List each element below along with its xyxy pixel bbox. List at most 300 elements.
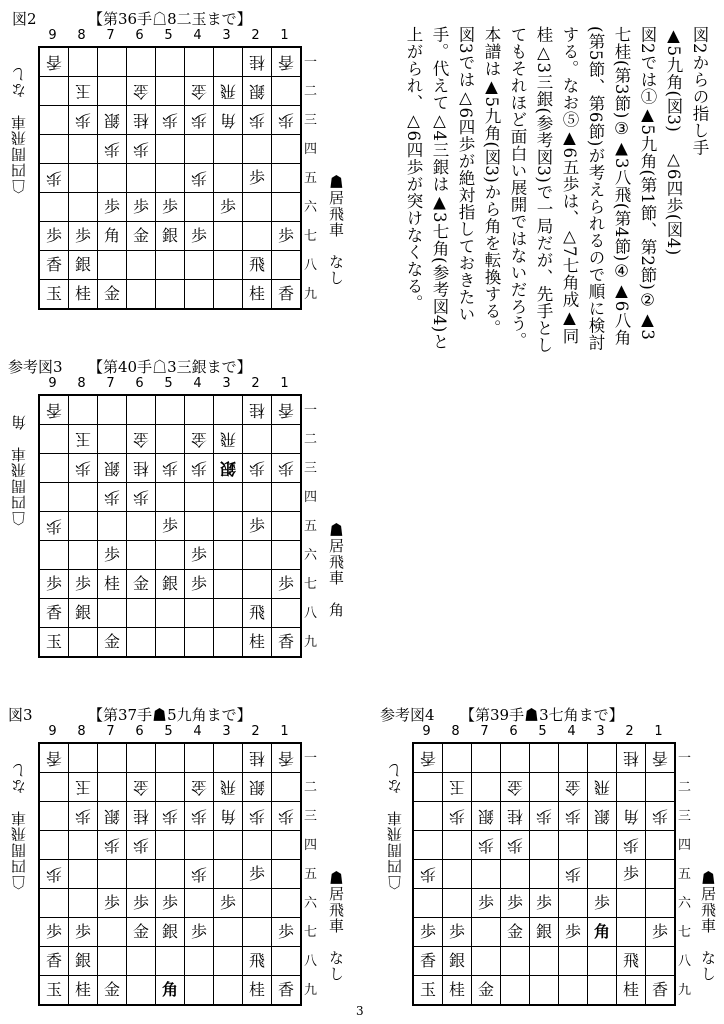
board-square (243, 628, 272, 658)
board-square (98, 802, 127, 831)
board-row (39, 222, 301, 251)
board-square (501, 918, 530, 947)
board-square (214, 976, 243, 1006)
board-square (617, 976, 646, 1006)
gote-piece: 香 (651, 749, 668, 768)
board-square (272, 743, 302, 773)
sente-piece: 桂 (248, 632, 265, 651)
commentary-paragraph: 本譜は▲5九角(図3)から角を転換する。 (482, 26, 501, 337)
board-row (39, 280, 301, 310)
board-square (156, 483, 185, 512)
diagram-caption: 【第40手☖3三銀まで】 (88, 358, 252, 376)
board-square (39, 77, 69, 106)
board-square (272, 280, 302, 310)
sente-piece: 歩 (477, 893, 494, 912)
board-row (413, 889, 675, 918)
board-square (214, 47, 243, 77)
gote-piece: 歩 (277, 807, 294, 826)
page-number: 3 (356, 1004, 364, 1018)
board-row (413, 831, 675, 860)
sente-piece: 歩 (190, 922, 207, 941)
board-square (127, 773, 156, 802)
shogi-board (38, 394, 302, 658)
board-square (127, 628, 156, 658)
board-square (98, 47, 127, 77)
board-square (272, 628, 302, 658)
gote-piece: 歩 (45, 865, 62, 884)
diagram-ref4 (380, 704, 724, 1024)
board-row (39, 47, 301, 77)
board-square (243, 135, 272, 164)
board-square (98, 512, 127, 541)
gote-piece: 桂 (248, 53, 265, 72)
board-row (39, 483, 301, 512)
board-square (98, 106, 127, 135)
row-number: 六 (678, 896, 692, 911)
row-number: 三 (304, 461, 318, 476)
board-square (185, 918, 214, 947)
board-square (472, 802, 501, 831)
column-number: 4 (567, 724, 576, 739)
column-number: 7 (106, 376, 115, 391)
board-square (443, 773, 472, 802)
board-square (272, 889, 302, 918)
board-square (588, 947, 617, 976)
sente-piece: 銀 (161, 574, 178, 593)
board-square (559, 743, 588, 773)
sente-piece: 歩 (277, 922, 294, 941)
board-square (185, 570, 214, 599)
board-square (185, 106, 214, 135)
sente-piece: 歩 (74, 922, 91, 941)
gote-piece: 歩 (506, 836, 523, 855)
board-row (39, 947, 301, 976)
board-row (413, 743, 675, 773)
board-square (530, 860, 559, 889)
board-square (646, 831, 676, 860)
gote-piece: 銀 (103, 111, 120, 130)
board-square (185, 425, 214, 454)
board-square (156, 541, 185, 570)
diagram-fig3 (8, 704, 388, 1024)
board-row (39, 541, 301, 570)
board-square (127, 918, 156, 947)
board-square (413, 743, 443, 773)
row-number: 九 (304, 983, 318, 998)
column-number: 6 (135, 376, 144, 391)
board-square (530, 802, 559, 831)
board-square (39, 395, 69, 425)
gote-piece: 角 (219, 111, 236, 130)
board-square (243, 483, 272, 512)
column-number: 6 (135, 724, 144, 739)
board-square (98, 483, 127, 512)
row-number: 九 (678, 983, 692, 998)
board-square (69, 831, 98, 860)
sente-piece: 角 (161, 980, 178, 999)
board-square (156, 106, 185, 135)
sente-piece: 飛 (248, 951, 265, 970)
board-square (588, 860, 617, 889)
gote-hand: ☖四間飛車 なし (10, 66, 28, 194)
board-square (185, 599, 214, 628)
board-row (413, 773, 675, 802)
row-number: 八 (678, 954, 692, 969)
board-square (39, 251, 69, 280)
column-number: 8 (451, 724, 460, 739)
board-square (272, 512, 302, 541)
board-square (98, 280, 127, 310)
row-number: 五 (678, 867, 692, 882)
board-square (127, 454, 156, 483)
row-number: 四 (304, 838, 318, 853)
row-number: 八 (304, 606, 318, 621)
board-square (214, 77, 243, 106)
row-number: 三 (304, 809, 318, 824)
board-square (443, 889, 472, 918)
board-square (214, 773, 243, 802)
column-number: 3 (222, 28, 231, 43)
sente-piece: 香 (419, 951, 436, 970)
board-square (443, 860, 472, 889)
board-square (243, 395, 272, 425)
board-square (214, 251, 243, 280)
column-numbers (38, 28, 299, 43)
board-square (472, 918, 501, 947)
sente-piece: 歩 (248, 168, 265, 187)
sente-piece: 銀 (161, 922, 178, 941)
sente-piece: 香 (277, 632, 294, 651)
board-square (98, 135, 127, 164)
board-square (156, 802, 185, 831)
board-square (69, 599, 98, 628)
gote-piece: 歩 (161, 111, 178, 130)
board-square (646, 860, 676, 889)
gote-piece: 桂 (506, 807, 523, 826)
column-number: 1 (280, 376, 289, 391)
board-square (472, 831, 501, 860)
shogi-board (38, 46, 302, 310)
board-square (272, 831, 302, 860)
sente-piece: 歩 (506, 893, 523, 912)
board-row (39, 860, 301, 889)
gote-piece: 歩 (190, 111, 207, 130)
board-row (39, 831, 301, 860)
row-number: 七 (304, 925, 318, 940)
board-square (185, 193, 214, 222)
sente-piece: 金 (506, 922, 523, 941)
board-square (69, 512, 98, 541)
gote-piece: 歩 (190, 459, 207, 478)
board-square (69, 628, 98, 658)
sente-piece: 金 (132, 226, 149, 245)
board-square (98, 628, 127, 658)
board-square (39, 570, 69, 599)
board-square (69, 773, 98, 802)
board-square (530, 918, 559, 947)
sente-piece: 桂 (103, 574, 120, 593)
diagram-label: 参考図4 (380, 706, 435, 724)
row-number: 八 (304, 258, 318, 273)
board-square (617, 918, 646, 947)
gote-piece: 歩 (45, 169, 62, 188)
board-square (214, 947, 243, 976)
board-square (214, 831, 243, 860)
board-square (98, 860, 127, 889)
sente-piece: 歩 (190, 226, 207, 245)
diagram-label: 図2 (12, 10, 37, 28)
board-square (98, 541, 127, 570)
diagram-label: 図3 (8, 706, 33, 724)
sente-piece: 桂 (448, 980, 465, 999)
diagram-caption: 【第37手☗5九角まで】 (88, 706, 252, 724)
sente-piece: 歩 (74, 226, 91, 245)
gote-piece: 飛 (219, 82, 236, 101)
board-square (156, 164, 185, 193)
board-square (272, 135, 302, 164)
gote-piece: 歩 (535, 807, 552, 826)
gote-piece: 香 (45, 53, 62, 72)
board-square (501, 947, 530, 976)
gote-piece: 桂 (132, 807, 149, 826)
sente-piece: 歩 (277, 226, 294, 245)
board-square (185, 802, 214, 831)
gote-hand: ☖四間飛車 なし (386, 762, 404, 890)
board-square (243, 743, 272, 773)
gote-piece: 角 (622, 807, 639, 826)
board-square (646, 889, 676, 918)
board-square (243, 280, 272, 310)
board-square (156, 889, 185, 918)
board-square (69, 395, 98, 425)
board-square (272, 425, 302, 454)
board-square (214, 222, 243, 251)
board-square (214, 599, 243, 628)
gote-piece: 香 (419, 749, 436, 768)
gote-piece: 歩 (161, 459, 178, 478)
column-number: 8 (77, 376, 86, 391)
board-square (39, 628, 69, 658)
board-square (98, 251, 127, 280)
board-square (98, 947, 127, 976)
row-number: 一 (304, 403, 318, 418)
board-square (646, 802, 676, 831)
column-number: 3 (596, 724, 605, 739)
board-square (501, 976, 530, 1006)
board-square (272, 77, 302, 106)
gote-piece: 桂 (248, 749, 265, 768)
board-square (69, 251, 98, 280)
board-square (646, 743, 676, 773)
diagram-ref3 (8, 356, 388, 676)
column-number: 2 (625, 724, 634, 739)
board-square (617, 889, 646, 918)
board-row (39, 570, 301, 599)
gote-piece: 金 (564, 778, 581, 797)
gote-piece: 歩 (103, 140, 120, 159)
column-number: 6 (135, 28, 144, 43)
board-square (127, 425, 156, 454)
sente-piece: 香 (651, 980, 668, 999)
board-square (588, 889, 617, 918)
board-square (243, 570, 272, 599)
board-square (214, 889, 243, 918)
board-square (185, 280, 214, 310)
board-row (39, 889, 301, 918)
gote-piece: 銀 (248, 778, 265, 797)
gote-piece: 金 (190, 778, 207, 797)
board-row (39, 164, 301, 193)
row-number: 五 (304, 867, 318, 882)
board-square (243, 193, 272, 222)
column-numbers (38, 376, 299, 391)
board-square (185, 164, 214, 193)
board-square (127, 164, 156, 193)
row-numbers (304, 744, 317, 1005)
board-square (214, 106, 243, 135)
column-number: 9 (48, 28, 57, 43)
board-square (185, 628, 214, 658)
sente-piece: 玉 (45, 284, 62, 303)
board-square (185, 454, 214, 483)
board-square (588, 802, 617, 831)
board-square (272, 193, 302, 222)
board-square (272, 947, 302, 976)
board-square (156, 47, 185, 77)
gote-piece: 歩 (277, 111, 294, 130)
column-number: 4 (193, 376, 202, 391)
row-number: 三 (304, 113, 318, 128)
board-square (98, 77, 127, 106)
gote-piece: 歩 (448, 807, 465, 826)
board-square (127, 395, 156, 425)
board-square (530, 976, 559, 1006)
board-square (127, 541, 156, 570)
sente-piece: 歩 (622, 864, 639, 883)
sente-piece: 香 (277, 980, 294, 999)
column-number: 7 (106, 28, 115, 43)
board-row (39, 599, 301, 628)
board-square (243, 454, 272, 483)
row-number: 七 (304, 229, 318, 244)
column-number: 7 (106, 724, 115, 739)
column-number: 9 (422, 724, 431, 739)
column-number: 1 (654, 724, 663, 739)
board-square (272, 918, 302, 947)
column-numbers (38, 724, 299, 739)
board-square (214, 860, 243, 889)
board-square (156, 222, 185, 251)
board-square (243, 599, 272, 628)
gote-piece: 金 (132, 430, 149, 449)
board-square (98, 570, 127, 599)
board-square (98, 425, 127, 454)
column-number: 9 (48, 724, 57, 739)
sente-piece: 歩 (564, 922, 581, 941)
board-square (243, 425, 272, 454)
gote-piece: 金 (190, 82, 207, 101)
sente-piece: 歩 (651, 922, 668, 941)
board-row (39, 135, 301, 164)
sente-piece: 角 (593, 922, 610, 941)
sente-piece: 銀 (74, 603, 91, 622)
board-square (39, 918, 69, 947)
gote-piece: 歩 (248, 111, 265, 130)
sente-piece: 歩 (248, 864, 265, 883)
board-square (413, 889, 443, 918)
board-row (39, 425, 301, 454)
board-square (127, 193, 156, 222)
gote-piece: 歩 (248, 459, 265, 478)
board-square (156, 628, 185, 658)
board-square (98, 831, 127, 860)
board-square (69, 222, 98, 251)
board-square (214, 802, 243, 831)
gote-piece: 歩 (103, 836, 120, 855)
board-square (443, 976, 472, 1006)
board-square (646, 947, 676, 976)
diagram-caption: 【第39手☗3七角まで】 (460, 706, 624, 724)
board-square (39, 222, 69, 251)
board-square (214, 135, 243, 164)
board-square (127, 251, 156, 280)
board-square (156, 773, 185, 802)
sente-piece: 角 (103, 226, 120, 245)
board-square (272, 599, 302, 628)
board-square (156, 512, 185, 541)
gote-piece: 銀 (219, 459, 236, 478)
row-number: 三 (678, 809, 692, 824)
row-number: 九 (304, 287, 318, 302)
board-square (98, 743, 127, 773)
row-numbers (678, 744, 691, 1005)
board-square (127, 483, 156, 512)
gote-piece: 金 (506, 778, 523, 797)
gote-piece: 歩 (74, 807, 91, 826)
board-square (272, 222, 302, 251)
gote-piece: 香 (277, 749, 294, 768)
board-square (559, 889, 588, 918)
board-square (413, 773, 443, 802)
board-square (559, 918, 588, 947)
board-square (127, 570, 156, 599)
board-row (413, 947, 675, 976)
board-row (39, 918, 301, 947)
board-square (156, 743, 185, 773)
sente-piece: 歩 (161, 893, 178, 912)
board-square (559, 947, 588, 976)
sente-piece: 歩 (277, 574, 294, 593)
board-square (413, 802, 443, 831)
row-number: 四 (304, 490, 318, 505)
sente-piece: 銀 (448, 951, 465, 970)
sente-piece: 銀 (74, 951, 91, 970)
board-square (559, 773, 588, 802)
board-square (127, 77, 156, 106)
board-square (185, 251, 214, 280)
board-square (413, 831, 443, 860)
board-square (156, 831, 185, 860)
board-square (617, 947, 646, 976)
gote-piece: 歩 (564, 865, 581, 884)
board-row (39, 454, 301, 483)
board-square (617, 743, 646, 773)
board-square (69, 47, 98, 77)
gote-piece: 銀 (248, 82, 265, 101)
board-square (185, 831, 214, 860)
column-number: 2 (251, 376, 260, 391)
board-row (39, 773, 301, 802)
